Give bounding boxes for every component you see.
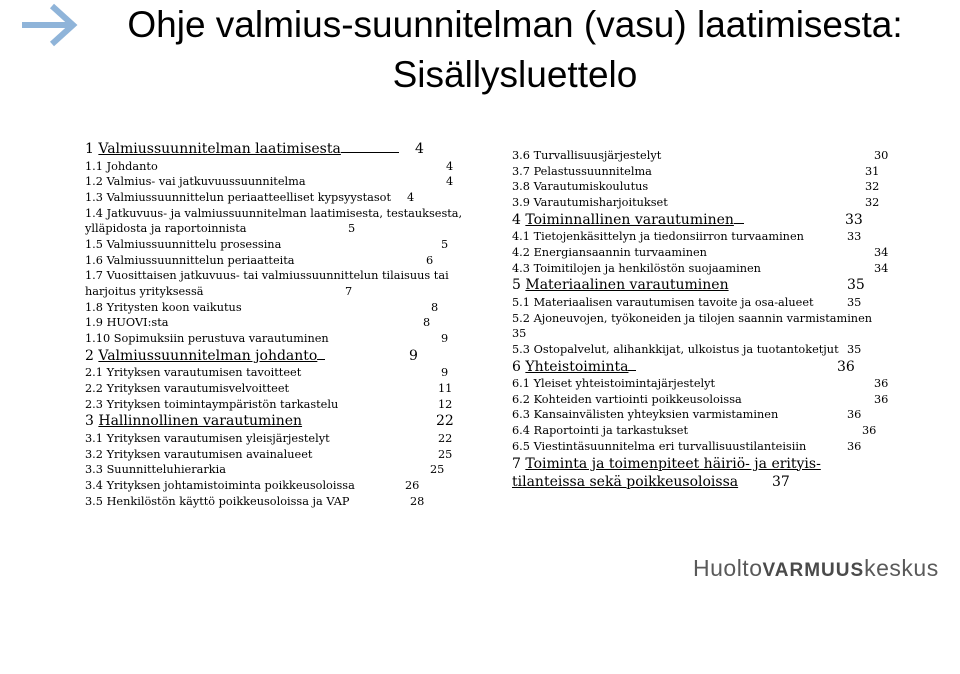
toc-number: 3.9 — [512, 196, 530, 210]
toc-number: 3.2 — [85, 447, 103, 461]
toc-left-column — [85, 140, 480, 509]
toc-underline — [734, 211, 744, 224]
toc-page-number: 4 — [407, 190, 415, 204]
toc-entry — [512, 407, 892, 423]
toc-number: 6.5 — [512, 439, 530, 453]
toc-entry — [85, 174, 480, 190]
toc-entry — [512, 311, 887, 342]
toc-page-number: 6 — [426, 253, 434, 267]
toc-title: Varautumisharjoitukset — [533, 196, 668, 210]
toc-entry — [85, 159, 480, 175]
toc-number: 5.1 — [512, 295, 530, 309]
toc-title: Ostopalvelut, alihankkijat, ulkoistus ja tuotantoketjut — [533, 342, 839, 356]
toc-heading — [512, 211, 892, 230]
toc-title: Vuosittaisen jatkuvuus- tai valmiussuunnittelun tilaisuus tai harjoitus yrityksessä — [85, 269, 449, 299]
toc-title: Yrityksen varautumisvelvoitteet — [106, 381, 290, 395]
toc-title: Henkilöstön käyttö poikkeusoloissa ja VAP — [106, 494, 350, 508]
toc-title: Kohteiden vartiointi poikkeusoloissa — [533, 392, 742, 406]
toc-page-number: 5 — [441, 237, 449, 251]
toc-title: Kansainvälisten yhteyksien varmistaminen — [533, 408, 779, 422]
toc-title: Valmiussuunnitelman laatimisesta — [98, 141, 341, 157]
toc-page-number: 32 — [865, 196, 880, 210]
toc-number: 3.1 — [85, 431, 103, 445]
toc-page-number: 4 — [446, 159, 454, 173]
toc-entry — [85, 462, 480, 478]
toc-page-number: 35 — [847, 342, 862, 356]
toc-number: 6.4 — [512, 424, 530, 438]
toc-page-number: 4 — [446, 175, 454, 189]
toc-number: 1.1 — [85, 159, 103, 173]
toc-page-number: 36 — [862, 424, 877, 438]
toc-entry — [85, 268, 470, 299]
toc-underline — [341, 140, 399, 153]
toc-page-number: 11 — [438, 381, 453, 395]
toc-number: 3.6 — [512, 149, 530, 162]
toc-number: 2.1 — [85, 366, 103, 380]
toc-title: Valmiussuunnitelman johdanto — [98, 347, 318, 364]
toc-page-number: 26 — [405, 478, 420, 492]
toc-number: 3.5 — [85, 494, 103, 508]
toc-page-number: 25 — [430, 463, 445, 477]
toc-title: Suunnitteluhierarkia — [106, 463, 226, 477]
toc-number: 4.2 — [512, 245, 530, 259]
toc-title: Pelastussuunnitelma — [533, 164, 652, 178]
toc-page-number: 36 — [847, 408, 862, 422]
toc-title: Valmiussuunnittelun periaatteita — [106, 253, 295, 267]
toc-page-number: 8 — [431, 300, 439, 314]
toc-title: Toiminnallinen varautuminen — [525, 211, 734, 228]
toc-title: Materiaalinen varautuminen — [525, 277, 729, 294]
toc-entry — [85, 478, 480, 494]
toc-title: Johdanto — [106, 159, 158, 173]
toc-title: Valmius- vai jatkuvuussuunnitelma — [106, 175, 306, 189]
toc-page-number: 22 — [438, 431, 453, 445]
logo-part-3: keskus — [864, 555, 939, 581]
toc-title: Viestintäsuunnitelma eri turvallisuustilanteisiin — [533, 439, 807, 453]
toc-entry — [512, 245, 892, 261]
toc-entry — [85, 494, 480, 510]
logo-part-1: Huolto — [693, 555, 763, 581]
toc-entry — [512, 195, 892, 211]
toc-number: 2.3 — [85, 397, 103, 411]
toc-number: 7 — [512, 455, 521, 472]
toc-entry — [512, 179, 892, 195]
toc-underline — [628, 358, 636, 371]
toc-page-number: 9 — [441, 366, 449, 380]
toc-number: 5.2 — [512, 311, 530, 325]
toc-entry — [85, 206, 470, 237]
toc-title: Energiansaannin turvaaminen — [533, 245, 707, 259]
huoltovarmuuskeskus-logo — [693, 555, 939, 582]
toc-page-number: 5 — [348, 222, 356, 236]
toc-number: 3.7 — [512, 164, 530, 178]
toc-number: 5.3 — [512, 342, 530, 356]
toc-entry — [512, 261, 892, 277]
toc-underline — [317, 347, 325, 360]
toc-right-column — [512, 148, 892, 492]
toc-page-number: 33 — [847, 230, 862, 244]
toc-heading — [512, 358, 892, 377]
toc-heading — [512, 276, 892, 295]
toc-number: 6.2 — [512, 392, 530, 406]
toc-title: Varautumiskoulutus — [533, 180, 649, 194]
toc-page-number: 33 — [845, 211, 863, 228]
toc-title: Raportointi ja tarkastukset — [533, 424, 689, 438]
toc-page-number: 36 — [874, 377, 889, 391]
toc-entry — [512, 295, 892, 311]
toc-entry — [85, 365, 480, 381]
toc-entry — [512, 423, 892, 439]
toc-entry — [85, 431, 480, 447]
toc-number: 1 — [85, 141, 94, 157]
toc-page-number: 36 — [837, 358, 855, 375]
toc-page-number: 31 — [865, 164, 880, 178]
toc-page-number: 36 — [874, 392, 889, 406]
toc-page-number: 9 — [441, 332, 449, 346]
toc-title: Valmiussuunnittelu prosessina — [106, 237, 282, 251]
toc-entry — [512, 439, 892, 455]
toc-entry — [512, 164, 892, 180]
toc-title: Jatkuvuus- ja valmiussuunnitelman laatimisesta, testauksesta, ylläpidosta ja raportoinnista — [85, 206, 463, 236]
toc-number: 3.8 — [512, 180, 530, 194]
arrow-right-icon — [20, 2, 78, 48]
toc-number: 1.5 — [85, 237, 103, 251]
toc-title: HUOVI:sta — [106, 316, 169, 330]
toc-title: Tietojenkäsittelyn ja tiedonsiirron turvaaminen — [533, 230, 804, 244]
toc-number: 3.3 — [85, 463, 103, 477]
toc-entry — [512, 376, 892, 392]
toc-number: 2.2 — [85, 381, 103, 395]
page-title: Ohje valmius-suunnitelman (vasu) laatimisesta: Sisällysluettelo — [127, 4, 903, 95]
toc-number: 6.1 — [512, 377, 530, 391]
toc-page-number: 34 — [874, 245, 889, 259]
toc-number: 3 — [85, 413, 94, 430]
toc-entry — [512, 342, 892, 358]
toc-entry — [512, 392, 892, 408]
toc-title: Valmiussuunnittelun periaatteelliset kypsyystasot — [106, 190, 391, 204]
toc-entry — [85, 381, 480, 397]
toc-page-number: 12 — [438, 397, 453, 411]
toc-title: Yrityksen johtamistoiminta poikkeusoloissa — [106, 478, 355, 492]
toc-heading — [85, 412, 480, 431]
toc-page-number: 22 — [436, 413, 454, 430]
toc-heading — [85, 140, 480, 159]
toc-entry — [85, 331, 480, 347]
toc-page-number: 25 — [438, 447, 453, 461]
toc-title: Yrityksen varautumisen avainalueet — [106, 447, 313, 461]
toc-number: 1.9 — [85, 316, 103, 330]
toc-page-number: 30 — [874, 149, 889, 162]
toc-title: Toiminta ja toimenpiteet häiriö- ja erityis- tilanteissa sekä poikkeusoloissa — [512, 455, 821, 491]
toc-number: 6 — [512, 358, 521, 375]
toc-number: 1.3 — [85, 190, 103, 204]
toc-title: Yritysten koon vaikutus — [106, 300, 242, 314]
logo-part-2: VARMUUS — [762, 560, 865, 581]
toc-title: Yleiset yhteistoimintajärjestelyt — [533, 377, 716, 391]
toc-page-number: 35 — [847, 277, 865, 294]
toc-heading — [85, 347, 480, 366]
toc-number: 1.7 — [85, 269, 103, 283]
toc-page-number: 35 — [512, 327, 527, 341]
toc-title: Yhteistoiminta — [525, 358, 629, 375]
toc-entry — [512, 229, 892, 245]
toc-page-number: 4 — [415, 141, 424, 157]
toc-title: Materiaalisen varautumisen tavoite ja osa-alueet — [533, 295, 814, 309]
toc-number: 1.6 — [85, 253, 103, 267]
toc-heading — [512, 455, 887, 492]
toc-title: Toimitilojen ja henkilöstön suojaaminen — [533, 261, 761, 275]
toc-title: Yrityksen varautumisen yleisjärjestelyt — [106, 431, 330, 445]
toc-entry — [85, 300, 480, 316]
toc-number: 1.8 — [85, 300, 103, 314]
toc-entry — [85, 447, 480, 463]
toc-number: 1.10 — [85, 332, 111, 346]
toc-number: 1.4 — [85, 206, 103, 220]
toc-page-number: 37 — [772, 474, 790, 491]
toc-number: 6.3 — [512, 408, 530, 422]
toc-page-number: 35 — [847, 295, 862, 309]
toc-number: 4.3 — [512, 261, 530, 275]
toc-title: Hallinnollinen varautuminen — [98, 413, 303, 430]
toc-title: Turvallisuusjärjestelyt — [533, 149, 662, 162]
toc-number: 4.1 — [512, 230, 530, 244]
toc-number: 5 — [512, 277, 521, 294]
toc-title: Yrityksen toimintaympäristön tarkastelu — [106, 397, 339, 411]
toc-entry — [85, 190, 480, 206]
toc-page-number: 32 — [865, 180, 880, 194]
toc-entry — [85, 253, 480, 269]
toc-number: 3.4 — [85, 478, 103, 492]
toc-title: Yrityksen varautumisen tavoitteet — [106, 366, 302, 380]
toc-page-number: 36 — [847, 439, 862, 453]
toc-page-number: 34 — [874, 261, 889, 275]
toc-entry — [85, 315, 480, 331]
toc-page-number: 28 — [410, 494, 425, 508]
toc-number: 4 — [512, 211, 521, 228]
toc-number: 2 — [85, 347, 94, 364]
toc-entry — [85, 237, 480, 253]
toc-entry — [85, 397, 480, 413]
toc-page-number: 8 — [423, 316, 431, 330]
toc-number: 1.2 — [85, 175, 103, 189]
toc-entry — [512, 148, 892, 164]
toc-title: Sopimuksiin perustuva varautuminen — [113, 332, 329, 346]
toc-page-number: 9 — [409, 347, 418, 364]
toc-title: Ajoneuvojen, työkoneiden ja tilojen saannin varmistaminen — [533, 311, 873, 325]
toc-page-number: 7 — [345, 285, 353, 299]
